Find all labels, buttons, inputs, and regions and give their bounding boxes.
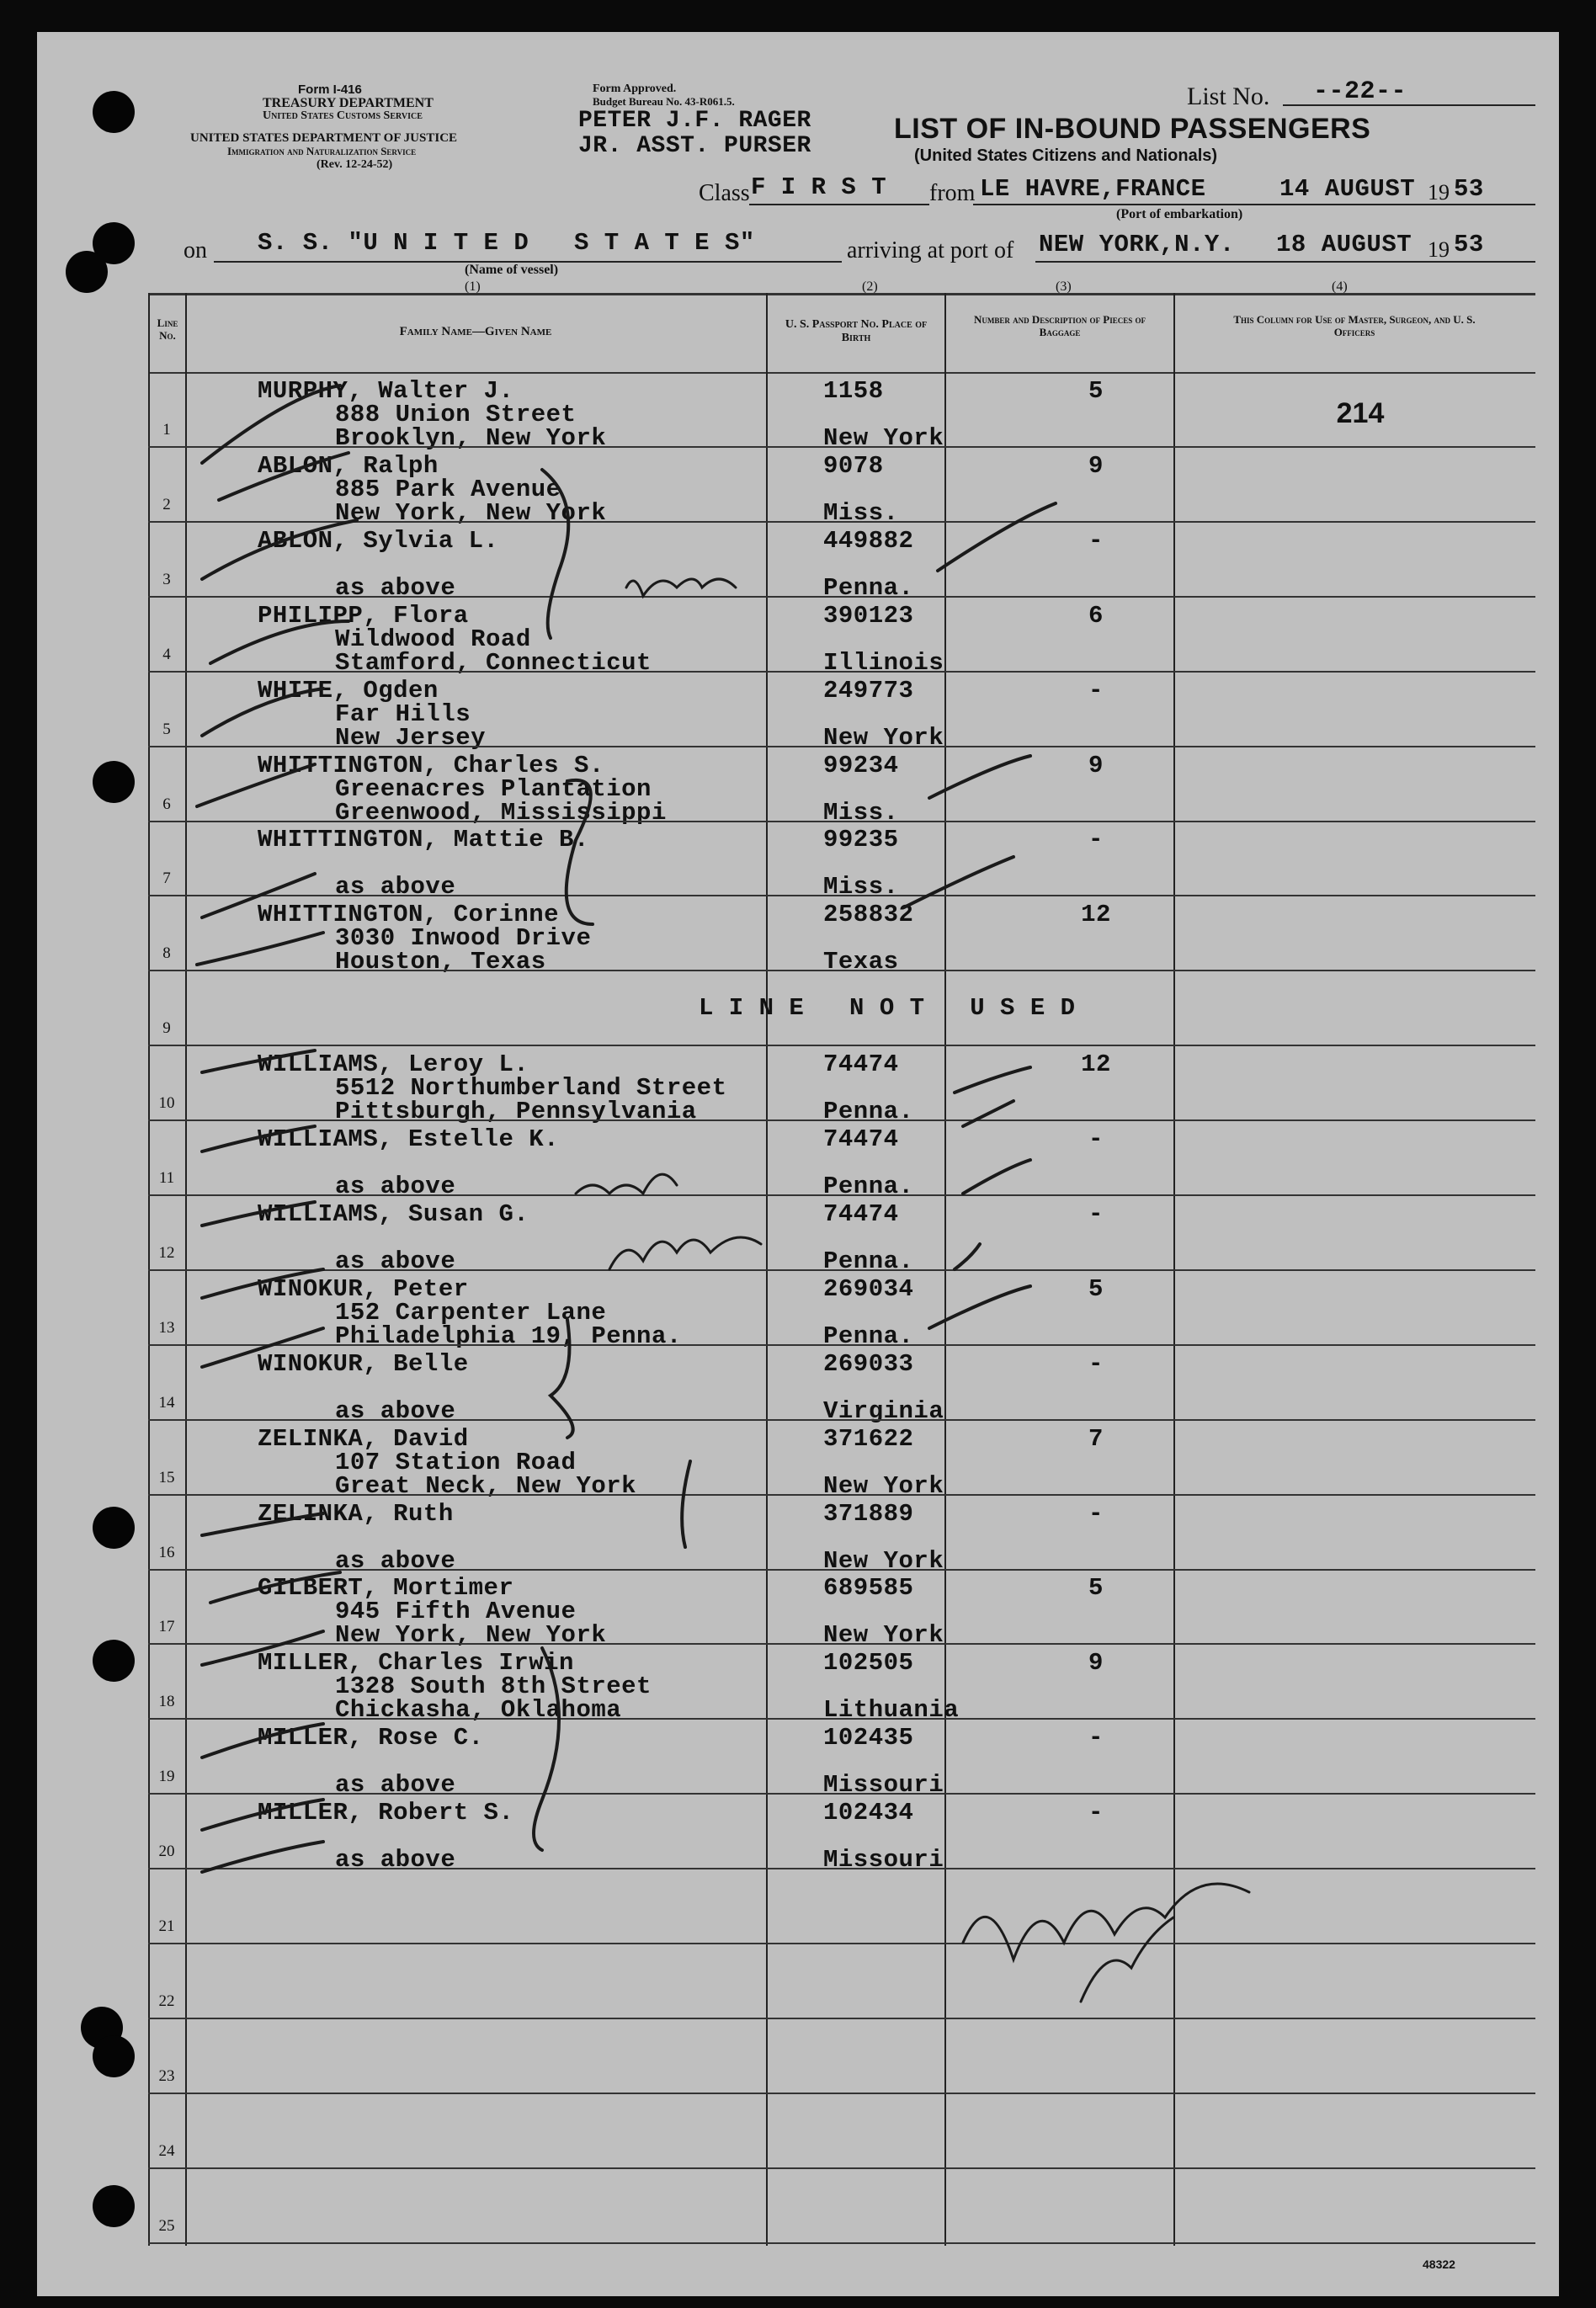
passport-number: 74474 <box>823 1199 899 1228</box>
port-embarkation-caption: (Port of embarkation) <box>1116 207 1243 221</box>
binder-hole <box>93 1640 135 1682</box>
baggage-count: 5 <box>1088 1274 1104 1303</box>
passenger-name: ZELINKA, David <box>258 1424 469 1453</box>
place-of-birth: Penna. <box>823 1322 914 1350</box>
place-of-birth: Penna. <box>823 573 914 602</box>
line-number: 16 <box>158 1543 175 1561</box>
line-number: 7 <box>162 869 171 888</box>
passenger-name: WILLIAMS, Leroy L. <box>258 1050 529 1079</box>
place-of-birth: Penna. <box>823 1098 914 1126</box>
address-line: 1328 South 8th Street <box>335 1673 652 1701</box>
arrival-date: 18 AUGUST <box>1276 231 1412 258</box>
baggage-count: - <box>1088 676 1104 705</box>
dash-mark <box>955 1244 980 1269</box>
line-number: 25 <box>158 2216 175 2235</box>
document-subtitle: (United States Citizens and Nationals) <box>914 146 1218 165</box>
place-of-birth: New York <box>823 1546 944 1575</box>
class-label: Class <box>699 180 750 206</box>
line-number: 8 <box>162 944 171 963</box>
list-number-label: List No. <box>1187 82 1270 110</box>
bracket-mark <box>542 470 568 638</box>
check-mark <box>210 1572 340 1603</box>
column-3-index: (3) <box>1056 279 1072 294</box>
form-number: Form I-416 <box>298 82 362 97</box>
dash-mark <box>904 857 1013 907</box>
address-city: New Jersey <box>335 723 487 752</box>
bracket-mark <box>534 1648 559 1850</box>
line-number: 2 <box>162 495 171 513</box>
baggage-count: - <box>1088 1724 1104 1752</box>
dash-mark <box>963 1160 1030 1194</box>
passport-number: 102505 <box>823 1649 914 1678</box>
baggage-count: 5 <box>1088 1574 1104 1603</box>
check-mark <box>202 874 315 917</box>
place-of-birth: New York <box>823 1471 944 1500</box>
passport-number: 74474 <box>823 1050 899 1079</box>
line-number: 14 <box>158 1393 175 1412</box>
passport-number: 689585 <box>823 1574 914 1603</box>
binder-hole <box>93 1507 135 1549</box>
purser-name: PETER J.F. RAGER <box>578 108 811 134</box>
binder-hole <box>93 91 135 133</box>
check-mark <box>202 1513 323 1535</box>
place-of-birth: Miss. <box>823 873 899 901</box>
address-city: Great Neck, New York <box>335 1471 637 1500</box>
check-mark <box>202 386 340 463</box>
address-city: as above <box>335 1247 456 1275</box>
passenger-name: WHITE, Ogden <box>258 676 439 705</box>
line-number: 13 <box>158 1318 175 1337</box>
check-mark <box>197 764 315 806</box>
baggage-count: - <box>1088 1125 1104 1153</box>
binder-hole <box>66 251 108 293</box>
baggage-count: 9 <box>1088 751 1104 779</box>
check-mark <box>219 453 348 500</box>
address-line: 152 Carpenter Lane <box>335 1298 607 1327</box>
place-of-birth: Lithuania <box>823 1696 960 1725</box>
year-suffix-1: 53 <box>1454 175 1484 203</box>
line-number: 21 <box>158 1917 175 1935</box>
line-number: 1 <box>162 421 171 439</box>
place-of-birth: Miss. <box>823 498 899 527</box>
check-mark <box>202 1328 323 1367</box>
line-number: 23 <box>158 2066 175 2085</box>
address-city: Stamford, Connecticut <box>335 648 652 677</box>
address-city: as above <box>335 573 456 602</box>
baggage-count: - <box>1088 826 1104 854</box>
line-number: 17 <box>158 1618 175 1636</box>
address-city: Chickasha, Oklahoma <box>335 1696 622 1725</box>
address-line: 5512 Northumberland Street <box>335 1074 727 1103</box>
check-mark <box>202 1724 323 1758</box>
ins-service: Immigration and Naturalization Service <box>227 145 417 157</box>
passenger-name: WILLIAMS, Estelle K. <box>258 1125 560 1153</box>
address-city: Philadelphia 19, Penna. <box>335 1322 682 1350</box>
line-number: 4 <box>162 645 171 663</box>
line-number: 10 <box>158 1094 175 1113</box>
passenger-name: WHITTINGTON, Mattie B. <box>258 826 589 854</box>
address-line: 945 Fifth Avenue <box>335 1598 577 1626</box>
baggage-count: 12 <box>1081 1050 1111 1079</box>
address-city: as above <box>335 1546 456 1575</box>
address-line: 888 Union Street <box>335 401 577 428</box>
purser-title: JR. ASST. PURSER <box>578 133 811 159</box>
address-city: Brooklyn, New York <box>335 424 607 452</box>
address-city: as above <box>335 873 456 901</box>
check-mark <box>202 1202 315 1226</box>
dash-mark <box>938 503 1056 571</box>
baggage-count: 7 <box>1088 1424 1104 1453</box>
place-of-birth: Illinois <box>823 648 944 677</box>
line-number: 12 <box>158 1243 175 1262</box>
page-footer-code: 48322 <box>1423 2257 1455 2271</box>
form-revision: (Rev. 12-24-52) <box>317 158 393 171</box>
passport-number: 9078 <box>823 451 884 480</box>
address-line: Far Hills <box>335 699 471 728</box>
check-mark <box>210 621 348 663</box>
passport-number: 371889 <box>823 1499 914 1528</box>
handwritten-signature <box>1081 1917 1173 2002</box>
passenger-name: MURPHY, Walter J. <box>258 377 514 405</box>
address-line: Wildwood Road <box>335 625 531 653</box>
line-number: 18 <box>158 1693 175 1711</box>
line-number: 11 <box>158 1169 175 1187</box>
check-mark <box>202 520 357 579</box>
passport-number: 390123 <box>823 601 914 630</box>
passenger-name: GILBERT, Mortimer <box>258 1574 514 1603</box>
line-number: 15 <box>158 1468 175 1486</box>
baggage-count: - <box>1088 1799 1104 1827</box>
address-line: 885 Park Avenue <box>335 475 561 503</box>
check-mark <box>202 1800 323 1830</box>
place-of-birth: New York <box>823 723 944 752</box>
address-city: New York, New York <box>335 498 607 527</box>
place-of-birth: Missouri <box>823 1846 944 1875</box>
address-city: as above <box>335 1846 456 1875</box>
place-of-birth: Miss. <box>823 798 899 827</box>
header-line-no: Line No. <box>157 316 178 342</box>
place-of-birth: Missouri <box>823 1771 944 1800</box>
handwritten-word <box>626 579 736 596</box>
passenger-name: WINOKUR, Peter <box>258 1274 469 1303</box>
passenger-name: MILLER, Rose C. <box>258 1724 484 1752</box>
manifest-page <box>37 32 1559 2296</box>
passenger-name: ZELINKA, Ruth <box>258 1499 454 1528</box>
year-suffix-2: 53 <box>1454 231 1484 258</box>
vessel-caption: (Name of vessel) <box>465 263 559 277</box>
passenger-name: WINOKUR, Belle <box>258 1349 469 1378</box>
from-label: from <box>929 180 976 206</box>
passenger-name: WILLIAMS, Susan G. <box>258 1199 529 1228</box>
embarkation-port: LE HAVRE,FRANCE <box>980 175 1206 203</box>
document-title: LIST OF IN-BOUND PASSENGERS <box>894 113 1371 145</box>
dash-mark <box>929 756 1030 798</box>
column-2-index: (2) <box>862 279 878 294</box>
bracket-mark <box>682 1461 690 1547</box>
line-number: 19 <box>158 1768 175 1786</box>
baggage-count: - <box>1088 1499 1104 1528</box>
form-approved: Form Approved. <box>593 82 677 95</box>
embarkation-date: 14 AUGUST <box>1279 175 1416 203</box>
on-label: on <box>184 237 207 263</box>
justice-dept: UNITED STATES DEPARTMENT OF JUSTICE <box>190 131 458 145</box>
handwritten-annotations <box>37 32 1559 2296</box>
check-mark <box>202 689 323 736</box>
address-city: New York, New York <box>335 1621 607 1650</box>
check-mark <box>202 1631 323 1665</box>
treasury-dept: TREASURY DEPARTMENT <box>263 96 434 110</box>
vessel-name: S. S. "U N I T E D S T A T E S" <box>258 229 755 257</box>
address-city: Houston, Texas <box>335 948 546 976</box>
address-line: 3030 Inwood Drive <box>335 924 592 953</box>
header-family-name: Family Name—Given Name <box>399 325 552 338</box>
dash-mark <box>955 1067 1030 1093</box>
passport-number: 269033 <box>823 1349 914 1378</box>
place-of-birth: Penna. <box>823 1247 914 1275</box>
binder-hole <box>93 761 135 803</box>
passport-number: 102434 <box>823 1799 914 1827</box>
passport-number: 258832 <box>823 901 914 929</box>
check-mark <box>202 1842 323 1872</box>
address-city: as above <box>335 1173 456 1200</box>
header-officers: This Column for Use of Master, Surgeon, and U. S. Officers <box>1233 313 1476 338</box>
passport-number: 371622 <box>823 1424 914 1453</box>
check-mark <box>197 933 323 965</box>
arriving-label: arriving at port of <box>847 237 1014 263</box>
list-number-value: --22-- <box>1313 77 1407 106</box>
passport-number: 74474 <box>823 1125 899 1153</box>
address-city: as above <box>335 1771 456 1800</box>
passenger-name: PHILIPP, Flora <box>258 601 469 630</box>
passenger-name: ABLON, Sylvia L. <box>258 526 499 555</box>
place-of-birth: New York <box>823 424 944 452</box>
passenger-name: WHITTINGTON, Charles S. <box>258 751 604 779</box>
handwritten-word <box>576 1174 677 1194</box>
line-number: 6 <box>162 795 171 813</box>
place-of-birth: Penna. <box>823 1173 914 1200</box>
binder-hole <box>93 2035 135 2077</box>
check-mark <box>202 1126 315 1151</box>
line-number: 20 <box>158 1843 175 1861</box>
baggage-count: - <box>1088 1199 1104 1228</box>
line-number: 9 <box>162 1019 171 1038</box>
baggage-count: 5 <box>1088 377 1104 405</box>
place-of-birth: Virginia <box>823 1396 944 1425</box>
check-mark <box>202 1269 323 1298</box>
class-value: F I R S T <box>751 173 887 201</box>
baggage-count: 9 <box>1088 1649 1104 1678</box>
passenger-name: MILLER, Robert S. <box>258 1799 514 1827</box>
baggage-count: 12 <box>1081 901 1111 929</box>
header-passport: U. S. Passport No. Place of Birth <box>785 318 928 344</box>
address-line: Greenacres Plantation <box>335 774 652 803</box>
customs-service: United States Customs Service <box>263 109 423 122</box>
passport-number: 99235 <box>823 826 899 854</box>
budget-bureau: Budget Bureau No. 43-R061.5. <box>593 95 735 108</box>
passport-number: 249773 <box>823 676 914 705</box>
baggage-count: 9 <box>1088 451 1104 480</box>
place-of-birth: Texas <box>823 948 899 976</box>
place-of-birth: New York <box>823 1621 944 1650</box>
officer-note: 214 <box>1336 397 1385 429</box>
line-number: 22 <box>158 1992 175 2010</box>
address-city: as above <box>335 1396 456 1425</box>
binder-hole <box>93 2185 135 2227</box>
check-mark <box>202 1050 315 1072</box>
baggage-count: - <box>1088 526 1104 555</box>
dash-mark <box>963 1101 1013 1126</box>
baggage-count: 6 <box>1088 601 1104 630</box>
passenger-name: WHITTINGTON, Corinne <box>258 901 560 929</box>
address-city: Pittsburgh, Pennsylvania <box>335 1098 697 1126</box>
arrival-port: NEW YORK,N.Y. <box>1039 231 1235 258</box>
address-line: 107 Station Road <box>335 1448 577 1476</box>
baggage-count: - <box>1088 1349 1104 1378</box>
passport-number: 449882 <box>823 526 914 555</box>
line-number: 3 <box>162 570 171 588</box>
passport-number: 269034 <box>823 1274 914 1303</box>
year-prefix-2: 19 <box>1428 237 1450 262</box>
passenger-name: ABLON, Ralph <box>258 451 439 480</box>
passport-number: 99234 <box>823 751 899 779</box>
line-number: 5 <box>162 720 171 738</box>
year-prefix-1: 19 <box>1428 180 1450 205</box>
line-number: 24 <box>158 2141 175 2160</box>
passport-number: 102435 <box>823 1724 914 1752</box>
passport-number: 1158 <box>823 377 884 405</box>
handwritten-word <box>609 1237 761 1269</box>
address-city: Greenwood, Mississippi <box>335 798 667 827</box>
passenger-name: MILLER, Charles Irwin <box>258 1649 574 1678</box>
column-4-index: (4) <box>1332 279 1348 294</box>
column-1-index: (1) <box>465 279 481 294</box>
bracket-mark <box>567 780 593 924</box>
handwritten-signature <box>963 1884 1249 1960</box>
dash-mark <box>929 1286 1030 1328</box>
header-baggage: Number and Description of Pieces of Baggage <box>974 313 1146 338</box>
line-not-used-note: L I N E N O T U S E D <box>699 994 1076 1023</box>
bracket-mark <box>551 1320 573 1438</box>
